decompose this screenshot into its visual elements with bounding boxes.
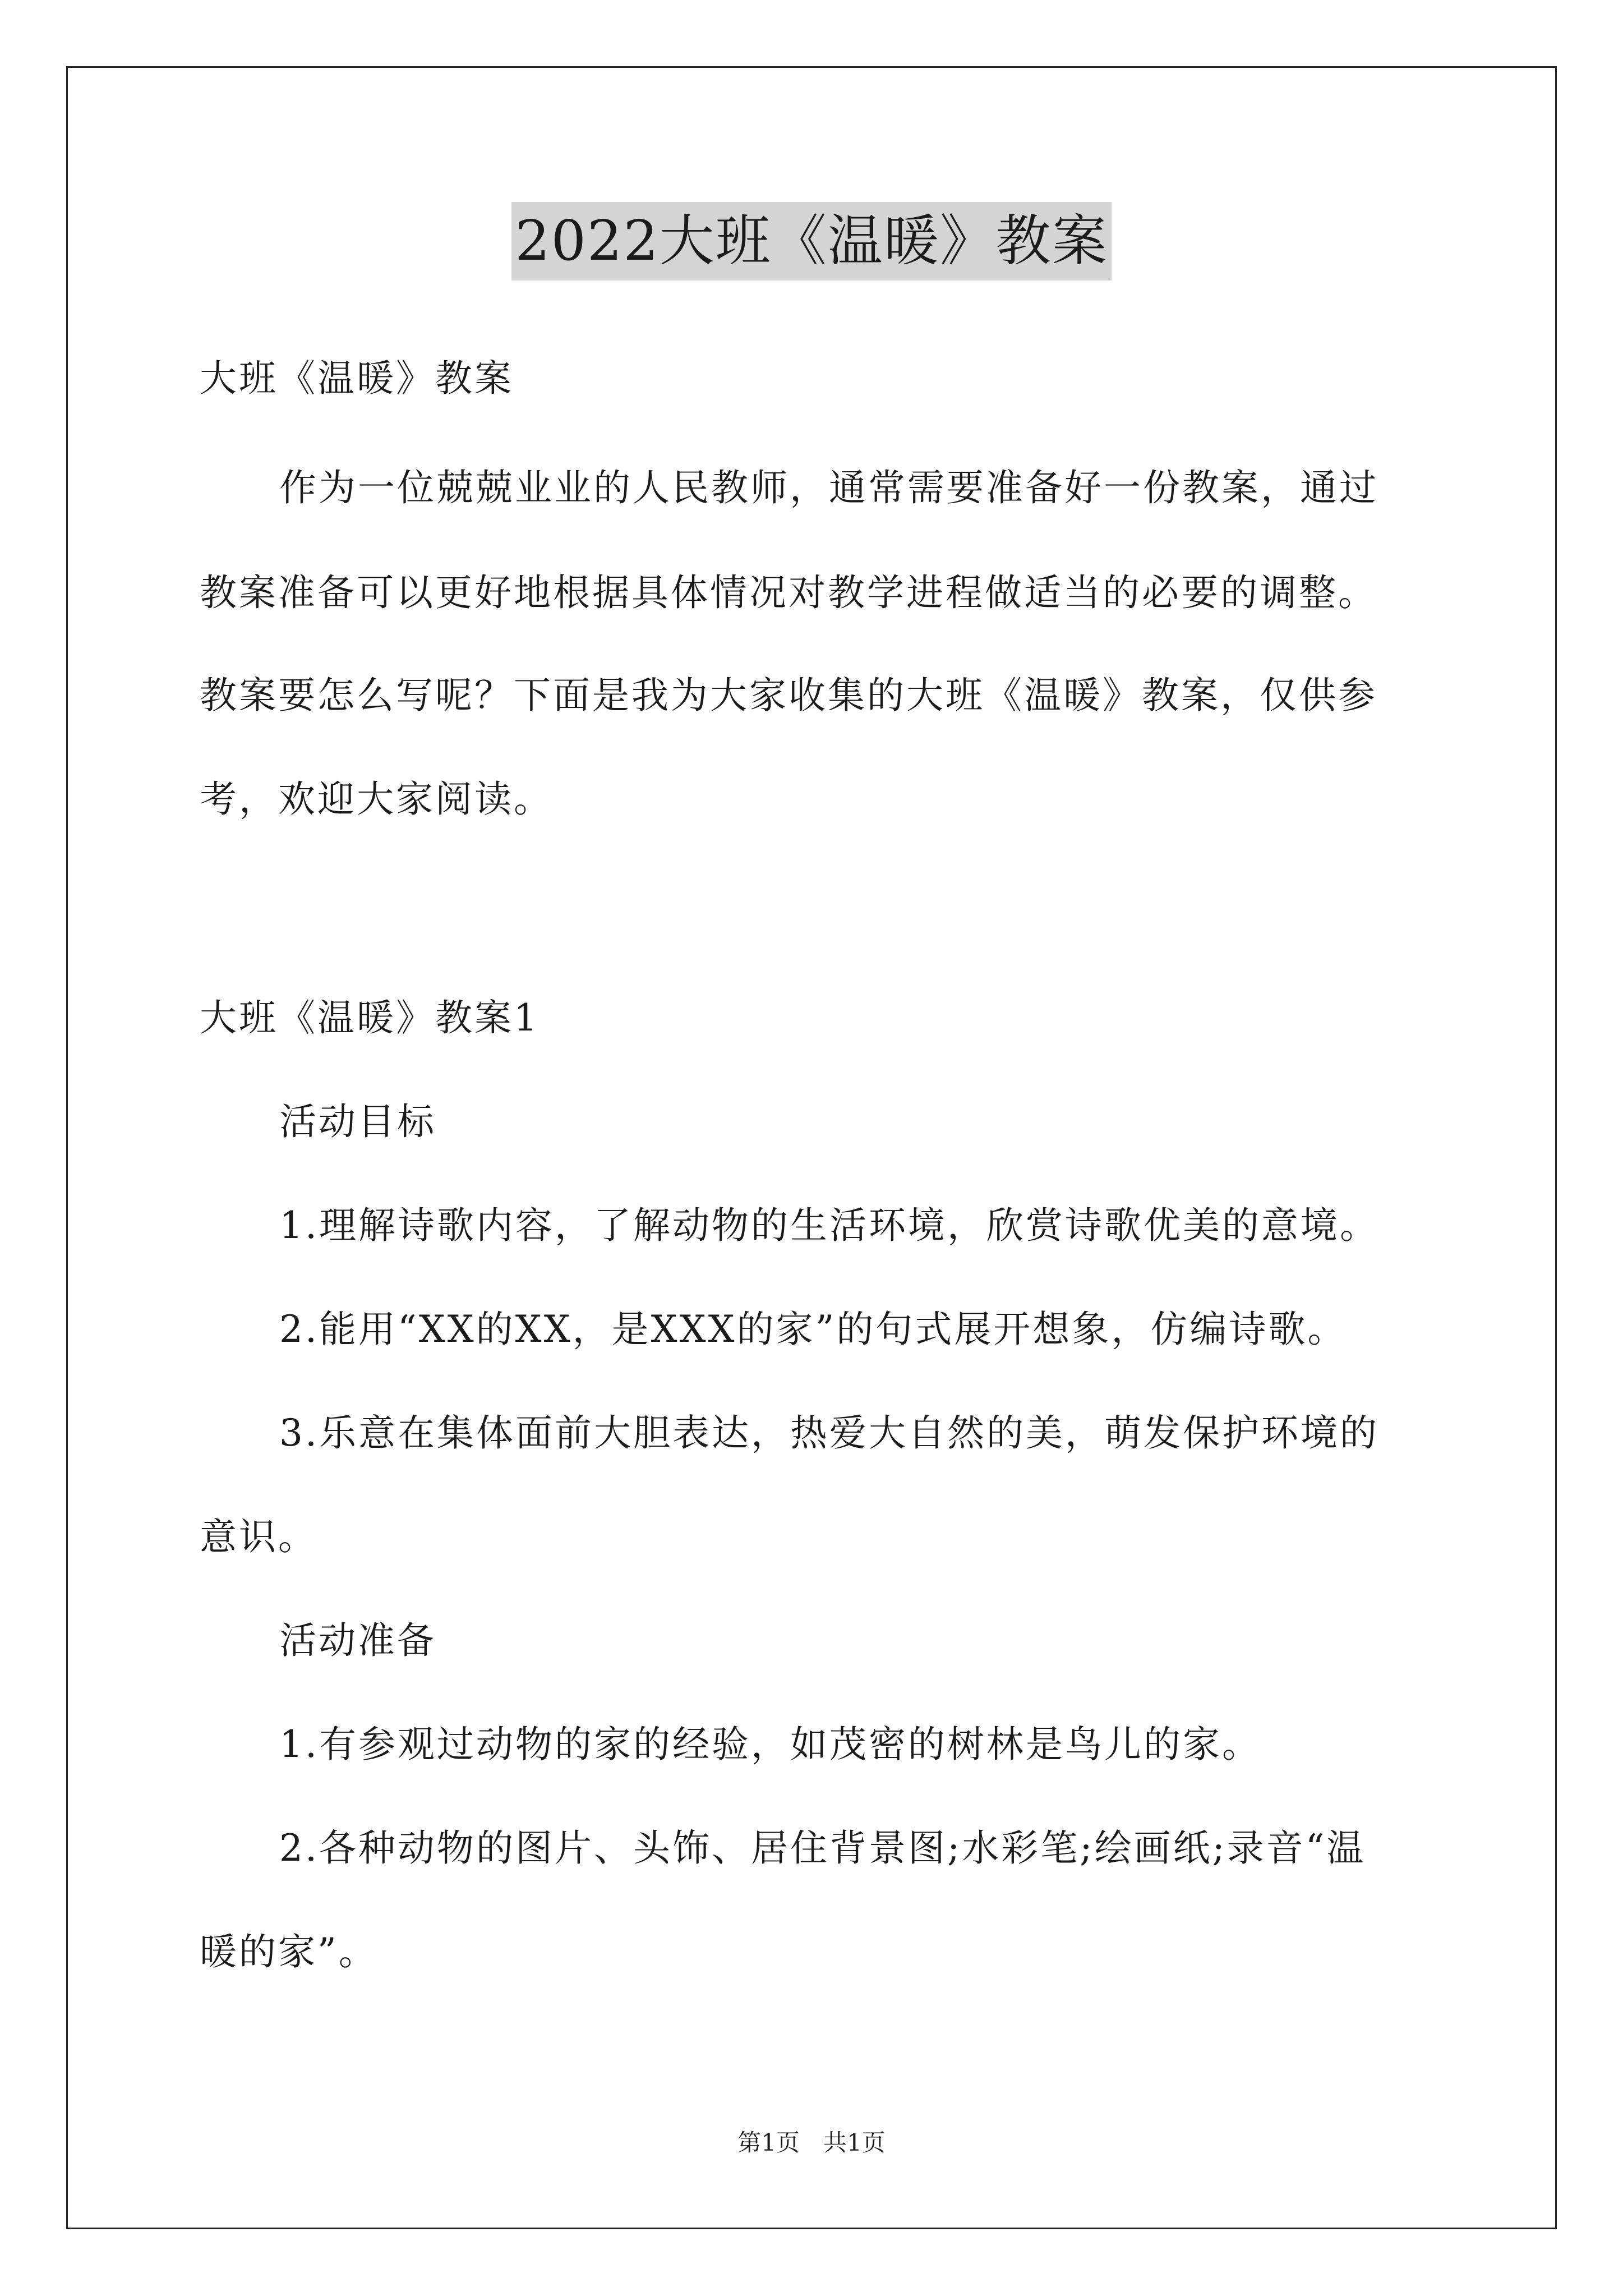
subheading-goals: 活动目标 [279,1100,436,1143]
title-block [0,202,1623,280]
subheading-prep: 活动准备 [279,1619,436,1662]
document-title: 2022大班《温暖》教案 [511,202,1111,280]
prep-item-1: 1.有参观过动物的家的经验，如茂密的树林是鸟儿的家。 [279,1723,1261,1766]
intro-line-1: 作为一位兢兢业业的人民教师，通常需要准备好一份教案，通过 [279,466,1378,509]
intro-line-3: 教案要怎么写呢？下面是我为大家收集的大班《温暖》教案，仅供参 [200,674,1377,717]
goal-item-1: 1.理解诗歌内容，了解动物的生活环境，欣赏诗歌优美的意境。 [279,1204,1379,1247]
section-heading: 大班《温暖》教案 [200,357,514,400]
goal-item-2: 2.能用“XX的XX，是XXX的家”的句式展开想象，仿编诗歌。 [279,1308,1347,1351]
goal-item-3: 3.乐意在集体面前大胆表达，热爱大自然的美，萌发保护环境的 [279,1411,1379,1455]
page-footer: 第1页 共1页 [737,2129,886,2156]
intro-line-4: 考，欢迎大家阅读。 [200,777,553,821]
prep-item-2: 2.各种动物的图片、头饰、居住背景图;水彩笔;绘画纸;录音“温 [279,1826,1366,1870]
section-heading-1: 大班《温暖》教案1 [200,996,540,1039]
goal-item-3-cont: 意识。 [200,1515,317,1558]
intro-line-2: 教案准备可以更好地根据具体情况对教学进程做适当的必要的调整。 [200,571,1377,614]
prep-item-2-cont: 暖的家”。 [200,1930,378,1973]
